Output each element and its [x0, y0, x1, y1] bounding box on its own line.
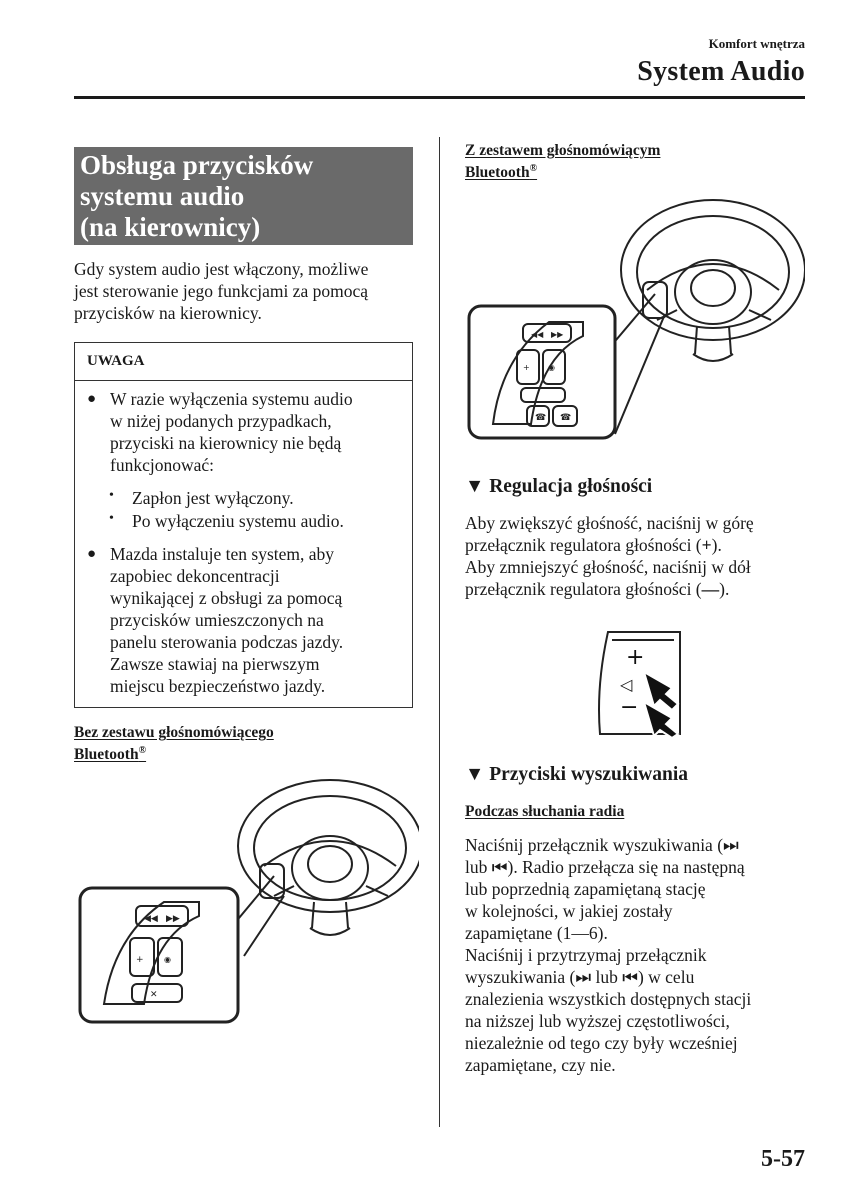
plus-symbol: + [701, 535, 712, 555]
subheading-line: Z zestawem głośnomówiącym [465, 142, 661, 159]
volume-heading-text: Regulacja głośności [489, 476, 653, 497]
sub-bullet-icon: • [109, 511, 114, 526]
svg-text:◉: ◉ [164, 955, 171, 964]
previous-track-icon: ⏮ [491, 857, 508, 877]
seek-line: zapamiętane, czy nie. [465, 1055, 616, 1075]
note-box [74, 342, 413, 708]
heading-line-3: (na kierownicy) [80, 212, 261, 242]
triangle-icon: ▼ [465, 764, 485, 785]
note-line: przyciski na kierownicy nie będą [110, 433, 342, 453]
radio-subheading: Podczas słuchania radia [465, 803, 625, 820]
seek-line: lub [465, 857, 488, 877]
volume-switch-illustration [590, 626, 690, 738]
svg-text:◀◀: ◀◀ [144, 914, 158, 924]
seek-line: lub poprzednią zapamiętaną stację [465, 879, 706, 899]
column-divider [439, 137, 440, 1127]
intro-line: przycisków na kierownicy. [74, 303, 262, 323]
note-subitem: Zapłon jest wyłączony. [132, 488, 294, 508]
bullet-icon: ● [87, 546, 97, 562]
seek-line: w kolejności, w jakiej zostały [465, 901, 673, 921]
seek-line: zapamiętane (1―6). [465, 923, 608, 943]
svg-text:+: + [136, 955, 144, 965]
steering-wheel-illustration-bt [465, 198, 805, 442]
seek-line: ). Radio przełącza się na następną [507, 857, 745, 877]
svg-text:▶▶: ▶▶ [166, 914, 180, 924]
seek-line: lub [595, 967, 618, 987]
bullet-icon: ● [87, 391, 97, 407]
seek-line: niezależnie od tego czy były wcześniej [465, 1033, 738, 1053]
subheading-line: Bluetooth [465, 164, 530, 182]
volume-paragraph [465, 512, 810, 600]
seek-line: znalezienia wszystkich dostępnych stacji [465, 989, 752, 1009]
volume-line: Aby zwiększyć głośność, naciśnij w górę [465, 513, 754, 533]
with-bluetooth-heading [465, 142, 660, 182]
note-line: panelu sterowania podczas jazdy. [110, 632, 344, 652]
seek-heading-text: Przyciski wyszukiwania [489, 764, 688, 785]
volume-line: przełącznik regulatora głośności ( [465, 535, 702, 555]
page-title: System Audio [637, 56, 805, 87]
note-line: zapobiec dekoncentracji [110, 566, 280, 586]
section-name: Komfort wnętrza [708, 36, 805, 51]
intro-paragraph [74, 258, 419, 324]
paren-close: ). [711, 535, 722, 555]
svg-text:−: − [620, 695, 639, 720]
note-item-1 [110, 388, 353, 476]
note-line: w niżej podanych przypadkach, [110, 411, 332, 431]
seek-line: Naciśnij i przytrzymaj przełącznik [465, 945, 707, 965]
note-line: wynikającej z obsługi za pomocą [110, 588, 343, 608]
svg-text:▶▶: ▶▶ [551, 330, 564, 339]
seek-line: wyszukiwania ( [465, 967, 576, 987]
heading-line-1: Obsługa przycisków [80, 150, 314, 180]
paren-close: ). [719, 579, 730, 599]
seek-line: ) w celu [637, 967, 695, 987]
triangle-icon: ▼ [465, 476, 485, 497]
svg-text:☎: ☎ [535, 413, 547, 423]
note-item-2 [110, 543, 343, 697]
note-line: przycisków umieszczonych na [110, 610, 324, 630]
previous-track-icon: ⏮ [622, 967, 638, 987]
steering-wheel-illustration-no-bt [74, 776, 419, 1028]
header-rule [74, 96, 805, 99]
svg-text:+: + [626, 645, 645, 670]
page-number: 5-57 [761, 1146, 805, 1172]
without-bluetooth-heading [74, 724, 274, 764]
subheading-line: Bez zestawu głośnomówiącego [74, 724, 274, 741]
note-line: W razie wyłączenia systemu audio [110, 389, 353, 409]
svg-text:+: + [523, 363, 530, 372]
svg-text:◉: ◉ [548, 363, 555, 372]
seek-line: na niższej lub wyższej częstotliwości, [465, 1011, 730, 1031]
seek-line: Naciśnij przełącznik wyszukiwania ( [465, 835, 724, 855]
heading-line-2: systemu audio [80, 181, 245, 211]
section-heading-box [74, 147, 413, 245]
note-line: funkcjonować: [110, 455, 214, 475]
svg-text:☎: ☎ [560, 413, 572, 423]
note-subitem: Po wyłączeniu systemu audio. [132, 511, 344, 531]
note-label: UWAGA [75, 343, 412, 381]
minus-symbol: — [701, 579, 720, 599]
subheading-line: Bluetooth [74, 746, 139, 764]
volume-line: przełącznik regulatora głośności ( [465, 579, 702, 599]
svg-text:◁: ◁ [620, 675, 633, 694]
registered-mark: ® [529, 163, 538, 174]
seek-heading [465, 764, 688, 786]
volume-heading [465, 476, 652, 498]
note-line: miejscu bezpieczeństwo jazdy. [110, 676, 326, 696]
svg-text:✕: ✕ [150, 990, 158, 1000]
intro-line: Gdy system audio jest włączony, możliwe [74, 259, 369, 279]
note-line: Mazda instaluje ten system, aby [110, 544, 335, 564]
intro-line: jest sterowanie jego funkcjami za pomocą [74, 281, 368, 301]
sub-bullet-icon: • [109, 488, 114, 503]
seek-paragraph [465, 834, 810, 1076]
next-track-icon: ⏭ [723, 835, 739, 855]
registered-mark: ® [138, 745, 147, 756]
note-line: Zawsze stawiaj na pierwszym [110, 654, 320, 674]
svg-text:◀◀: ◀◀ [531, 330, 544, 339]
volume-line: Aby zmniejszyć głośność, naciśnij w dół [465, 557, 751, 577]
next-track-icon: ⏭ [575, 967, 592, 987]
